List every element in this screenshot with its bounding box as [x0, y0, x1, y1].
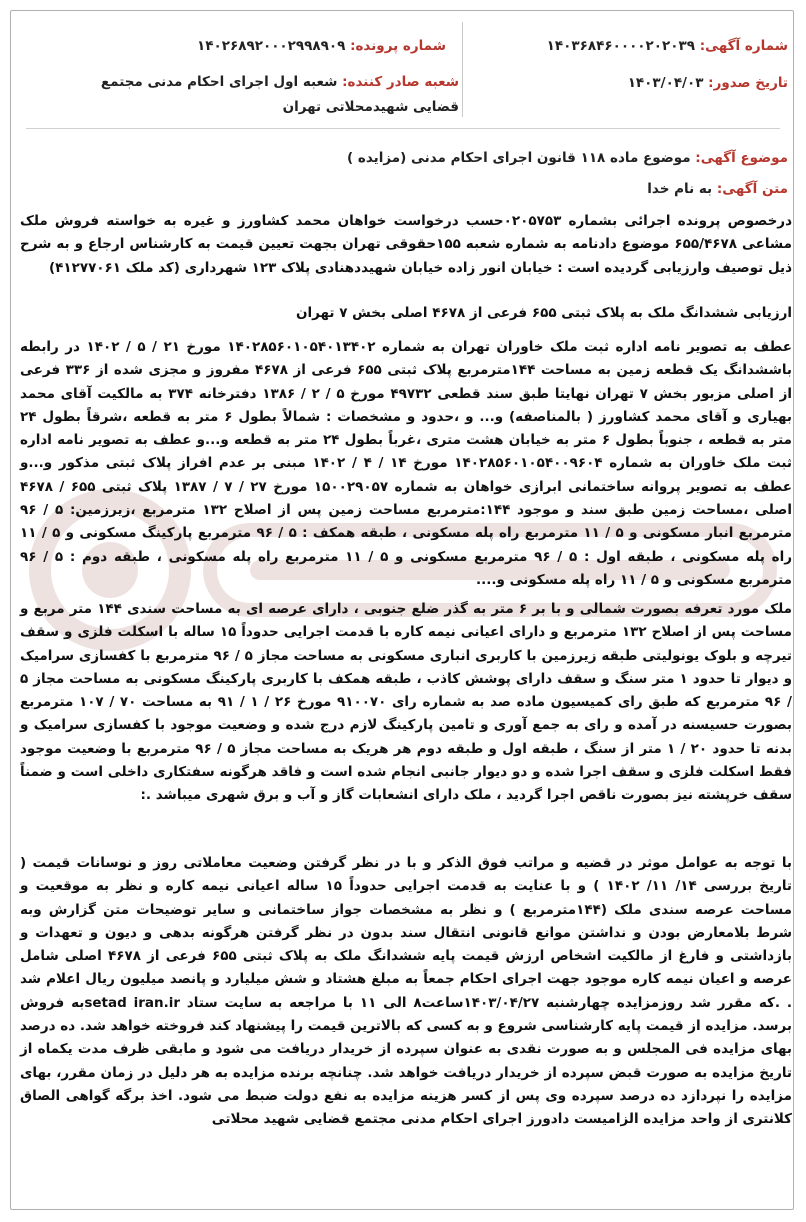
ad-text-label: متن آگهی:: [716, 181, 788, 197]
ad-subject-label: موضوع آگهی:: [695, 150, 788, 166]
paragraph-auction-terms: با توجه به عوامل موثر در قضیه و مراتب فوق الذکر و با در نظر گرفتن وضعیت معاملاتی روز و نوسانات قیمت ( تاریخ بررسی ۱۴/ ۱۱/ ۱۴۰۲ ) و با عنایت به قدمت اجرایی حدوداً ۱۵ ساله اعیانی نیمه کاره و نظر به موقعیت و مساحت عرصه سندی ملک (۱۴۴مترمربع ) و نظر به مشخصات جواز ساختمانی و سایر توضیحات متن گزارش وبه شرط بلامعارض بودن و نداشتن موانع قانونی انتقال سند بدون در نظر گرفتن هرگونه بدهی و دیون و تعهدات و بازداشتی و فارغ از مالکیت اشخاص ارزش قیمت پایه ششدانگ ملک به پلاک ثبتی ۶۵۵ فرعی از ۴۶۷۸ اصلی شامل عرصه و اعیان نیمه کاره موجود جهت اجرای احکام جمعاً به مبلغ هشتاد و شش میلیارد و پانصد میلیون ریال اعلام شد . .که مقرر شد روزمزایده چهارشنبه ۱۴۰۳/۰۴/۲۷ساعت۸ الی ۱۱ با مراجعه به سایت ستاد setad iran.irبه فروش برسد. مزایده از قیمت پایه کارشناسی شروع و به کسی که بالاترین قیمت را پیشنهاد کند فروخته خواهد شد. ده درصد بهای مزایده فی المجلس و به صورت نقدی به عنوان سپرده از خریدار دریافت می شود و مابقی ظرف مدت یکماه از تاریخ مزایده به صورت قبض سپرده از خریدار دریافت خواهد شد. چنانچه برنده مزایده به هر دلیل در زمان مقرر، بهای مزایده را نپردازد ده درصد سپرده وی پس از کسر هزینه مزایده به نفع دولت ضبط می شود. اخذ برگه گواهی الصاق کلانتری از واحد مزایده الزامیست دادورز اجرای احکام مدنی مجتمع قضایی شهید محلاتی: [20, 855, 792, 1128]
paragraph-property-description: ملک مورد تعرفه بصورت شمالی و با بر ۶ متر به گذر ضلع جنوبی ، دارای عرصه ای به مساحت سندی ۱۴۴ متر مربع و مساحت پس از اصلاح ۱۳۲ مترمربع و دارای اعیانی نیمه کاره با قدمت اجرایی حدوداً ۱۵ ساله با اسکلت فلزی و سقف تیرچه و بلوک یونولیتی طبقه زیرزمین با کاربری انباری مسکونی به مساحت مجاز ۵ / ۹۶ مترمربع با کفسازی سرامیک و دیوار تا حدود ۱ متر سنگ و سقف دارای پوشش کاذب ، طبقه همکف با کاربری پارکینگ مسکونی به مساحت مجاز ۵ / ۹۶ مترمربع که طبق رای کمیسیون ماده صد به شماره رای ۹۱۰۰۷۰ مورخ ۲۶ / ۱ / ۹۱ به مساحت ۷۰ / ۱۰۷ مترمربع بصورت حسیسنه در آمده و رای به جمع آوری و تامین پارکینگ لازم درج شده و وضعیت موجود با کفسازی سرامیک و بدنه تا حدود ۲۰ / ۱ متر از سنگ ، طبقه اول و طبقه دوم هر هریک به مساحت مجاز ۵ / ۹۶ مترمربع با وضعیت موجود فقط اسکلت فلزی و سقف اجرا شده و دو دیوار جانبی انجام شده است و فاقد هرگونه سفتکاری داخلی است و ضمناً سقف خرپشته نیز بصورت ناقص اجرا گردید ، ملک دارای انشعابات گاز و آب و برق شهری میباشد .:: [20, 601, 792, 804]
issue-date: [628, 70, 788, 96]
paragraph-registry-details: عطف به تصویر نامه اداره ثبت ملک خاوران تهران به شماره ۱۴۰۲۸۵۶۰۱۰۵۴۰۱۳۴۰۲ مورخ ۲۱ / ۵ / ۱۴۰۲ در رابطه باششدانگ یک قطعه زمین به مساحت ۱۴۴مترمربع پلاک ثبتی ۶۵۵ فرعی از ۴۶۷۸ مفروز و مجزی شده از ۳۳۶ فرعی از اصلی مزبور بخش ۷ تهران نهایتا طبق سند قطعی ۴۹۷۳۲ مورخ ۵ / ۲ / ۱۳۸۶ دفترخانه ۳۷۴ به مالکیت آقای محمد بهیاری و آقای محمد کشاورز ( بالمناصفه) و... و ،حدود و مشخصات : شمالاً بطول ۶ متر به قطعه ،شرقاً بطول ۲۴ متر به قطعه ، جنوباً بطول ۶ متر به خیابان هشت متری ،غرباً بطول ۲۴ متر به قطعه و...و عطف به تصویر نامه اداره ثبت ملک خاوران به شماره ۱۴۰۲۸۵۶۰۱۰۵۴۰۰۹۶۰۴ مورخ ۱۴ / ۴ / ۱۴۰۲ مبنی بر عدم افراز پلاک ثبتی مذکور و...و عطف به تصویر پروانه ساختمانی ابرازی خواهان به شماره ۱۵۰۰۲۹۰۵۷ مورخ ۲۷ / ۷ / ۱۳۸۷ پلاک ثبتی ۶۵۵ / ۴۶۷۸ اصلی ،مساحت زمین طبق سند و موجود ۱۴۴:مترمربع مساحت زمین پس از اصلاح ۱۳۲ مترمربع ،زیرزمین: ۵ / ۹۶ مترمربع انبار مسکونی و ۵ / ۱۱ مترمربع راه پله مسکونی ، طبقه همکف : ۵ / ۹۶ مترمربع پارکینگ مسکونی و ۵ / ۱۱ راه پله مسکونی ، طبقه اول : ۵ / ۹۶ مترمربع مسکونی و ۵ / ۱۱ مترمربع راه پله مسکونی ، طبقه دوم : ۵ / ۹۶ مترمربع مسکونی و ۵ / ۱۱ راه پله مسکونی و....: [20, 339, 793, 588]
ad-subject: [347, 145, 788, 171]
paragraph-request: درخصوص پرونده اجرائی بشماره ۰۲۰۵۷۵۳حسب درخواست خواهان محمد کشاورز و غیره به خواسته فروش ملک مشاعی ۶۵۵/۴۶۷۸ موضوع دادنامه به شماره شعبه ۱۵۵حقوقی تهران بجهت تعیین قیمت به کارشناس ارجاع و به شرح ذیل توصیف وارزیابی گردیده است : خیابان انور زاده خیابان شهیددهنادی پلاک ۱۲۳ شهرداری (کد ملک ۴۱۲۷۷۰۶۱): [20, 213, 792, 276]
ad-number-value: ۱۴۰۳۶۸۴۶۰۰۰۰۲۰۲۰۳۹: [546, 38, 695, 54]
header-bottom-divider: [26, 128, 780, 129]
issuing-branch-value: شعبه اول اجرای احکام مدنی مجتمع قضایی شهیدمحلاتی تهران: [100, 74, 459, 115]
issue-date-value: ۱۴۰۳/۰۴/۰۳: [627, 75, 704, 91]
ad-number: [547, 33, 788, 59]
ad-text-heading: [647, 176, 788, 202]
header-divider: [462, 22, 463, 117]
ad-subject-value: موضوع ماده ۱۱۸ قانون اجرای احکام مدنی (مزایده ): [347, 150, 691, 166]
issue-date-label: تاریخ صدور:: [708, 75, 788, 91]
issuing-branch-label: شعبه صادر کننده:: [342, 74, 459, 90]
ad-number-label: شماره آگهی:: [699, 38, 788, 54]
case-number-label: شماره پرونده:: [350, 38, 446, 54]
case-number: [197, 33, 446, 59]
paragraph-valuation-title: ارزیابی ششدانگ ملک به پلاک ثبتی ۶۵۵ فرعی از ۴۶۷۸ اصلی بخش ۷ تهران: [295, 305, 792, 321]
issuing-branch: [59, 70, 459, 120]
ad-text-value: به نام خدا: [647, 181, 713, 197]
case-number-value: ۱۴۰۲۶۸۹۲۰۰۰۲۹۹۸۹۰۹: [197, 38, 346, 54]
